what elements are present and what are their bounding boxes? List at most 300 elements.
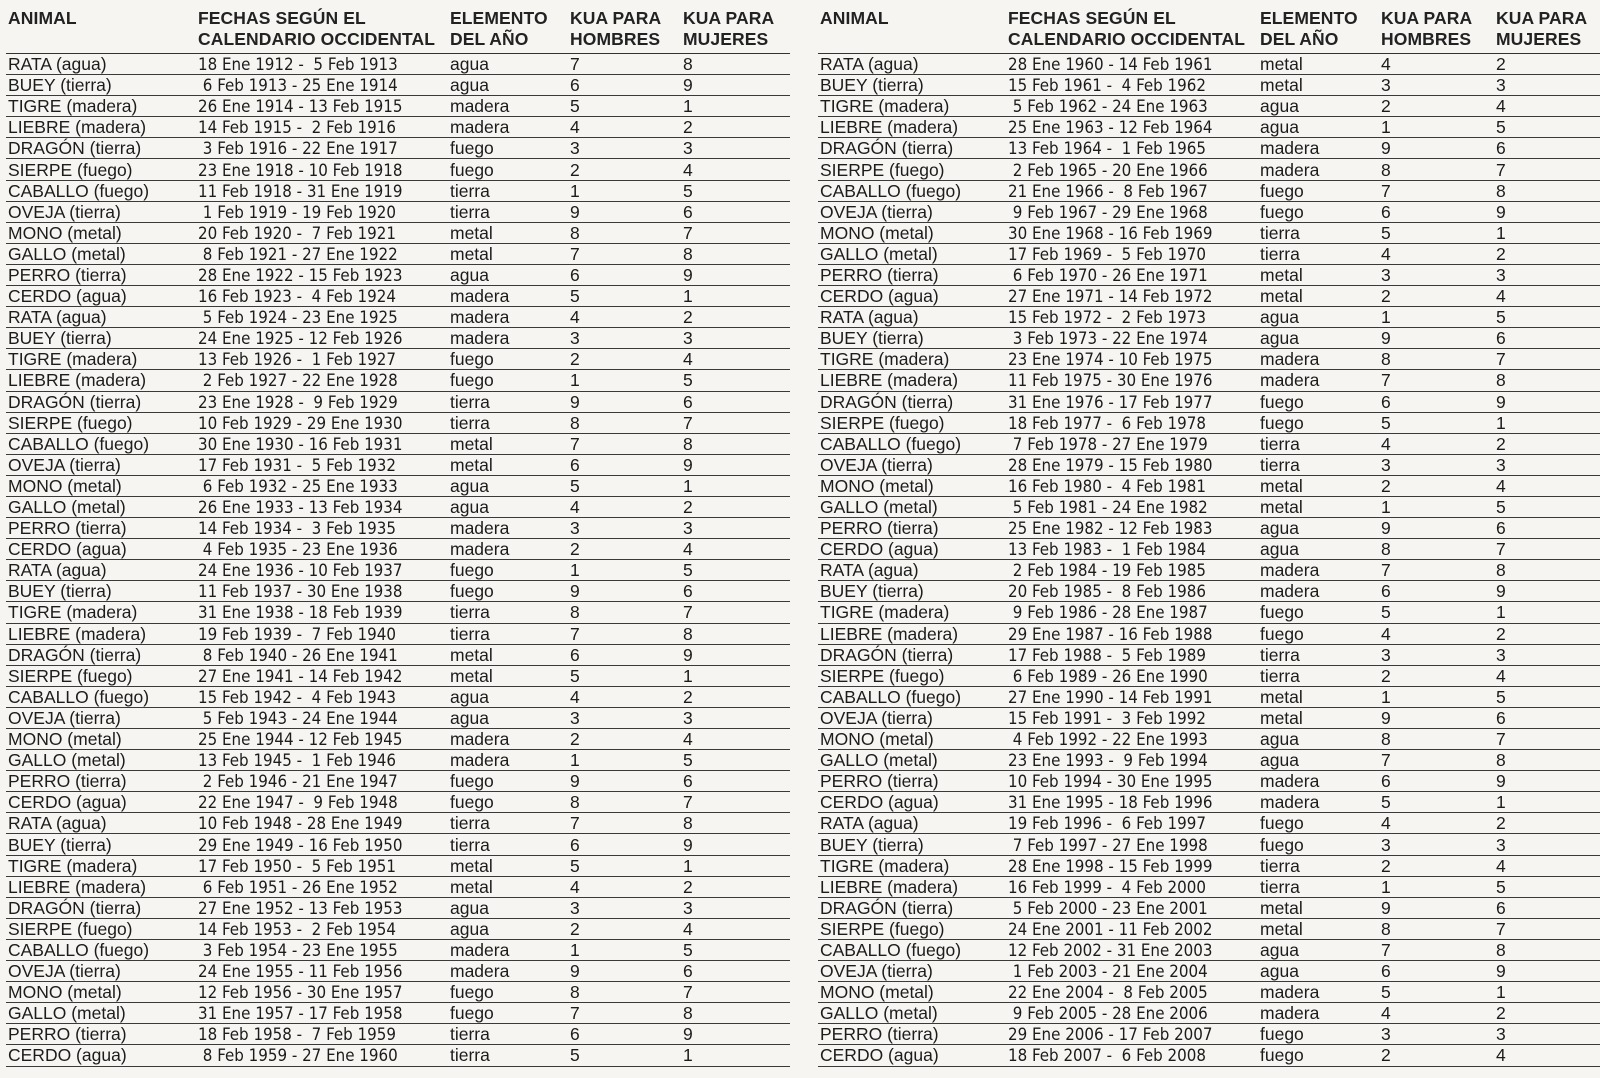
cell-fechas: 18 Ene 1912 - 5 Feb 1913 [196, 54, 448, 75]
cell-elemento: madera [448, 750, 568, 771]
cell-kua-hombres: 3 [568, 328, 681, 349]
cell-elemento: metal [448, 222, 568, 243]
header-elemento-line1: ELEMENTO [450, 8, 548, 28]
cell-fechas: 19 Feb 1996 - 6 Feb 1997 [1006, 813, 1258, 834]
cell-kua-hombres: 1 [568, 370, 681, 391]
cell-elemento: fuego [1258, 1024, 1379, 1045]
cell-elemento: agua [1258, 961, 1379, 982]
cell-elemento: agua [448, 54, 568, 75]
cell-elemento: fuego [1258, 1045, 1379, 1066]
cell-animal: LIEBRE (madera) [818, 117, 1006, 138]
cell-elemento: madera [1258, 792, 1379, 813]
cell-elemento: metal [448, 855, 568, 876]
cell-kua-mujeres: 3 [1494, 75, 1600, 96]
cell-kua-hombres: 5 [1379, 792, 1494, 813]
table-row [818, 792, 1600, 813]
cell-animal: BUEY (tierra) [818, 834, 1006, 855]
table-row [818, 771, 1600, 792]
cell-fechas: 28 Ene 1979 - 15 Feb 1980 [1006, 454, 1258, 475]
table-row [818, 370, 1600, 391]
cell-kua-mujeres: 1 [681, 96, 790, 117]
cell-kua-mujeres: 2 [681, 307, 790, 328]
cell-kua-hombres: 9 [568, 771, 681, 792]
cell-kua-hombres: 8 [568, 412, 681, 433]
cell-fechas: 3 Feb 1916 - 22 Ene 1917 [196, 138, 448, 159]
cell-elemento: tierra [448, 1024, 568, 1045]
cell-animal: OVEJA (tierra) [818, 201, 1006, 222]
cell-kua-hombres: 9 [568, 391, 681, 412]
cell-kua-mujeres: 8 [681, 433, 790, 454]
cell-kua-mujeres: 6 [681, 391, 790, 412]
cell-elemento: metal [448, 454, 568, 475]
cell-kua-mujeres: 5 [681, 560, 790, 581]
cell-fechas: 18 Feb 1977 - 6 Feb 1978 [1006, 412, 1258, 433]
cell-elemento: tierra [1258, 855, 1379, 876]
cell-kua-mujeres: 8 [681, 623, 790, 644]
cell-animal: SIERPE (fuego) [818, 918, 1006, 939]
cell-animal: RATA (agua) [6, 307, 196, 328]
header-animal [6, 8, 196, 54]
cell-fechas: 12 Feb 2002 - 31 Ene 2003 [1006, 939, 1258, 960]
cell-elemento: fuego [1258, 623, 1379, 644]
cell-kua-mujeres: 9 [681, 644, 790, 665]
cell-kua-mujeres: 7 [681, 412, 790, 433]
cell-kua-hombres: 7 [568, 623, 681, 644]
cell-kua-mujeres: 3 [1494, 834, 1600, 855]
cell-animal: DRAGÓN (tierra) [6, 138, 196, 159]
table-row [818, 96, 1600, 117]
cell-elemento: metal [1258, 75, 1379, 96]
cell-animal: TIGRE (madera) [6, 96, 196, 117]
cell-fechas: 24 Ene 1936 - 10 Feb 1937 [196, 560, 448, 581]
header-kua-hombres-line2: HOMBRES [1381, 29, 1472, 49]
cell-elemento: madera [448, 961, 568, 982]
cell-kua-mujeres: 4 [1494, 286, 1600, 307]
cell-elemento: metal [448, 876, 568, 897]
cell-animal: CABALLO (fuego) [818, 686, 1006, 707]
cell-fechas: 8 Feb 1940 - 26 Ene 1941 [196, 644, 448, 665]
cell-kua-hombres: 5 [1379, 602, 1494, 623]
cell-kua-mujeres: 3 [681, 328, 790, 349]
cell-kua-mujeres: 9 [681, 75, 790, 96]
cell-fechas: 6 Feb 1951 - 26 Ene 1952 [196, 876, 448, 897]
table-row [818, 454, 1600, 475]
cell-fechas: 14 Feb 1953 - 2 Feb 1954 [196, 918, 448, 939]
table-row [6, 349, 790, 370]
table-row [818, 433, 1600, 454]
cell-kua-hombres: 3 [1379, 834, 1494, 855]
cell-fechas: 24 Ene 1925 - 12 Feb 1926 [196, 328, 448, 349]
cell-kua-hombres: 5 [568, 475, 681, 496]
cell-elemento: metal [448, 665, 568, 686]
header-kua-hombres-line2: HOMBRES [570, 29, 661, 49]
cell-elemento: agua [448, 707, 568, 728]
table-row [818, 855, 1600, 876]
cell-kua-hombres: 6 [1379, 201, 1494, 222]
cell-animal: LIEBRE (madera) [6, 876, 196, 897]
header-elemento [1258, 8, 1379, 54]
cell-fechas: 26 Ene 1914 - 13 Feb 1915 [196, 96, 448, 117]
table-row [6, 539, 790, 560]
table-row [6, 201, 790, 222]
cell-elemento: metal [1258, 707, 1379, 728]
table-row [818, 1045, 1600, 1066]
cell-elemento: agua [1258, 939, 1379, 960]
cell-fechas: 17 Feb 1969 - 5 Feb 1970 [1006, 243, 1258, 264]
cell-fechas: 16 Feb 1999 - 4 Feb 2000 [1006, 876, 1258, 897]
cell-elemento: tierra [448, 813, 568, 834]
cell-kua-mujeres: 9 [681, 834, 790, 855]
table-row [818, 876, 1600, 897]
cell-kua-mujeres: 8 [1494, 370, 1600, 391]
table-row [6, 771, 790, 792]
header-kua-hombres [568, 8, 681, 54]
table-row [818, 897, 1600, 918]
header-fechas-line1: FECHAS SEGÚN EL [1008, 8, 1176, 28]
cell-elemento: madera [448, 518, 568, 539]
cell-fechas: 20 Feb 1920 - 7 Feb 1921 [196, 222, 448, 243]
cell-kua-mujeres: 5 [1494, 876, 1600, 897]
table-row [818, 201, 1600, 222]
table-row [6, 602, 790, 623]
cell-fechas: 6 Feb 1932 - 25 Ene 1933 [196, 475, 448, 496]
cell-fechas: 18 Feb 1958 - 7 Feb 1959 [196, 1024, 448, 1045]
cell-kua-mujeres: 4 [681, 159, 790, 180]
cell-kua-mujeres: 2 [1494, 243, 1600, 264]
cell-elemento: agua [448, 496, 568, 517]
cell-animal: GALLO (metal) [6, 243, 196, 264]
cell-animal: TIGRE (madera) [6, 855, 196, 876]
cell-animal: TIGRE (madera) [818, 349, 1006, 370]
cell-kua-mujeres: 3 [681, 897, 790, 918]
table-row [6, 138, 790, 159]
cell-elemento: tierra [448, 201, 568, 222]
table-row [6, 686, 790, 707]
header-fechas-line1: FECHAS SEGÚN EL [198, 8, 366, 28]
cell-animal: DRAGÓN (tierra) [818, 138, 1006, 159]
cell-elemento: agua [1258, 518, 1379, 539]
cell-kua-mujeres: 7 [1494, 159, 1600, 180]
cell-kua-hombres: 4 [568, 876, 681, 897]
cell-fechas: 11 Feb 1975 - 30 Ene 1976 [1006, 370, 1258, 391]
cell-elemento: tierra [1258, 665, 1379, 686]
table-row [818, 328, 1600, 349]
cell-elemento: fuego [448, 138, 568, 159]
cell-kua-mujeres: 7 [1494, 539, 1600, 560]
cell-animal: SIERPE (fuego) [6, 412, 196, 433]
cell-animal: LIEBRE (madera) [6, 623, 196, 644]
cell-kua-hombres: 3 [1379, 75, 1494, 96]
cell-animal: TIGRE (madera) [6, 349, 196, 370]
cell-animal: BUEY (tierra) [6, 75, 196, 96]
cell-fechas: 3 Feb 1954 - 23 Ene 1955 [196, 939, 448, 960]
cell-fechas: 16 Feb 1923 - 4 Feb 1924 [196, 286, 448, 307]
cell-kua-mujeres: 7 [1494, 349, 1600, 370]
cell-kua-mujeres: 2 [1494, 813, 1600, 834]
cell-kua-mujeres: 2 [681, 117, 790, 138]
table-row [6, 939, 790, 960]
cell-fechas: 23 Ene 1918 - 10 Feb 1918 [196, 159, 448, 180]
cell-kua-hombres: 7 [568, 54, 681, 75]
table-row [6, 391, 790, 412]
header-kua-mujeres-line1: KUA PARA [683, 8, 775, 28]
cell-fechas: 28 Ene 1960 - 14 Feb 1961 [1006, 54, 1258, 75]
table-row [6, 96, 790, 117]
cell-elemento: fuego [1258, 813, 1379, 834]
cell-animal: LIEBRE (madera) [818, 623, 1006, 644]
cell-kua-mujeres: 2 [1494, 433, 1600, 454]
table-row [818, 918, 1600, 939]
cell-kua-hombres: 7 [1379, 939, 1494, 960]
cell-kua-mujeres: 2 [681, 496, 790, 517]
cell-animal: PERRO (tierra) [818, 264, 1006, 285]
cell-kua-mujeres: 6 [681, 201, 790, 222]
cell-kua-hombres: 3 [568, 897, 681, 918]
cell-elemento: madera [448, 729, 568, 750]
cell-kua-mujeres: 4 [1494, 665, 1600, 686]
header-elemento-line2: DEL AÑO [450, 29, 529, 49]
cell-kua-hombres: 6 [1379, 581, 1494, 602]
cell-fechas: 27 Ene 1952 - 13 Feb 1953 [196, 897, 448, 918]
cell-kua-hombres: 2 [568, 918, 681, 939]
cell-kua-mujeres: 3 [681, 138, 790, 159]
cell-animal: PERRO (tierra) [6, 771, 196, 792]
cell-kua-mujeres: 2 [681, 686, 790, 707]
cell-fechas: 31 Ene 1957 - 17 Feb 1958 [196, 1003, 448, 1024]
cell-animal: GALLO (metal) [6, 750, 196, 771]
table-row [6, 496, 790, 517]
cell-fechas: 26 Ene 1933 - 13 Feb 1934 [196, 496, 448, 517]
cell-animal: CABALLO (fuego) [818, 433, 1006, 454]
cell-animal: CERDO (agua) [818, 539, 1006, 560]
cell-fechas: 12 Feb 1956 - 30 Ene 1957 [196, 982, 448, 1003]
cell-elemento: madera [448, 117, 568, 138]
table-row [6, 1003, 790, 1024]
table-row [818, 54, 1600, 75]
cell-kua-hombres: 1 [1379, 307, 1494, 328]
cell-kua-hombres: 1 [1379, 686, 1494, 707]
cell-animal: CABALLO (fuego) [818, 180, 1006, 201]
cell-fechas: 25 Ene 1982 - 12 Feb 1983 [1006, 518, 1258, 539]
cell-animal: SIERPE (fuego) [818, 412, 1006, 433]
cell-animal: CERDO (agua) [818, 286, 1006, 307]
table-row [818, 982, 1600, 1003]
cell-kua-mujeres: 2 [1494, 54, 1600, 75]
cell-kua-hombres: 2 [568, 159, 681, 180]
cell-elemento: fuego [1258, 602, 1379, 623]
cell-fechas: 18 Feb 2007 - 6 Feb 2008 [1006, 1045, 1258, 1066]
table-row [818, 496, 1600, 517]
cell-kua-hombres: 2 [1379, 286, 1494, 307]
table-row [6, 1024, 790, 1045]
cell-animal: MONO (metal) [6, 729, 196, 750]
cell-fechas: 9 Feb 1986 - 28 Ene 1987 [1006, 602, 1258, 623]
cell-kua-mujeres: 9 [1494, 961, 1600, 982]
cell-elemento: madera [1258, 560, 1379, 581]
cell-kua-hombres: 8 [568, 602, 681, 623]
cell-kua-mujeres: 4 [1494, 1045, 1600, 1066]
table-row [6, 370, 790, 391]
table-row [6, 243, 790, 264]
cell-animal: TIGRE (madera) [818, 96, 1006, 117]
table-row [6, 918, 790, 939]
cell-kua-hombres: 4 [1379, 623, 1494, 644]
cell-kua-hombres: 6 [1379, 391, 1494, 412]
cell-animal: TIGRE (madera) [818, 602, 1006, 623]
cell-fechas: 15 Feb 1991 - 3 Feb 1992 [1006, 707, 1258, 728]
cell-animal: MONO (metal) [818, 982, 1006, 1003]
cell-kua-mujeres: 8 [681, 54, 790, 75]
cell-elemento: madera [1258, 1003, 1379, 1024]
cell-elemento: madera [1258, 982, 1379, 1003]
cell-fechas: 15 Feb 1942 - 4 Feb 1943 [196, 686, 448, 707]
cell-animal: MONO (metal) [818, 729, 1006, 750]
cell-animal: OVEJA (tierra) [6, 201, 196, 222]
left-table-container [6, 8, 790, 1067]
table-row [818, 1003, 1600, 1024]
cell-animal: OVEJA (tierra) [6, 707, 196, 728]
cell-fechas: 13 Feb 1983 - 1 Feb 1984 [1006, 539, 1258, 560]
cell-kua-hombres: 3 [568, 518, 681, 539]
cell-kua-mujeres: 7 [681, 792, 790, 813]
cell-kua-hombres: 7 [1379, 750, 1494, 771]
cell-kua-mujeres: 8 [1494, 560, 1600, 581]
cell-fechas: 24 Ene 1955 - 11 Feb 1956 [196, 961, 448, 982]
header-elemento-line1: ELEMENTO [1260, 8, 1358, 28]
cell-kua-mujeres: 1 [1494, 412, 1600, 433]
header-fechas-line2: CALENDARIO OCCIDENTAL [198, 29, 436, 49]
cell-elemento: metal [1258, 496, 1379, 517]
cell-animal: RATA (agua) [6, 560, 196, 581]
table-row [818, 644, 1600, 665]
cell-fechas: 31 Ene 1976 - 17 Feb 1977 [1006, 391, 1258, 412]
cell-kua-hombres: 6 [568, 834, 681, 855]
cell-kua-mujeres: 6 [1494, 897, 1600, 918]
cell-kua-mujeres: 9 [681, 1024, 790, 1045]
cell-kua-hombres: 2 [1379, 665, 1494, 686]
cell-animal: CERDO (agua) [6, 286, 196, 307]
cell-animal: GALLO (metal) [818, 750, 1006, 771]
cell-animal: SIERPE (fuego) [6, 665, 196, 686]
cell-elemento: tierra [448, 391, 568, 412]
cell-fechas: 23 Ene 1993 - 9 Feb 1994 [1006, 750, 1258, 771]
cell-elemento: fuego [448, 560, 568, 581]
table-row [6, 665, 790, 686]
cell-animal: LIEBRE (madera) [818, 876, 1006, 897]
table-row [818, 939, 1600, 960]
cell-kua-hombres: 8 [1379, 539, 1494, 560]
cell-kua-mujeres: 4 [681, 918, 790, 939]
cell-kua-hombres: 7 [568, 433, 681, 454]
header-fechas [1006, 8, 1258, 54]
cell-kua-mujeres: 1 [1494, 602, 1600, 623]
cell-fechas: 31 Ene 1938 - 18 Feb 1939 [196, 602, 448, 623]
cell-kua-hombres: 5 [568, 1045, 681, 1066]
cell-fechas: 2 Feb 1946 - 21 Ene 1947 [196, 771, 448, 792]
table-row [818, 180, 1600, 201]
cell-kua-mujeres: 3 [681, 707, 790, 728]
cell-fechas: 2 Feb 1984 - 19 Feb 1985 [1006, 560, 1258, 581]
cell-kua-hombres: 7 [1379, 370, 1494, 391]
cell-kua-hombres: 8 [1379, 729, 1494, 750]
cell-kua-mujeres: 5 [1494, 496, 1600, 517]
cell-elemento: tierra [1258, 876, 1379, 897]
cell-fechas: 27 Ene 1941 - 14 Feb 1942 [196, 665, 448, 686]
cell-kua-mujeres: 8 [1494, 750, 1600, 771]
header-fechas-line2: CALENDARIO OCCIDENTAL [1008, 29, 1246, 49]
cell-kua-hombres: 5 [1379, 222, 1494, 243]
table-row [818, 665, 1600, 686]
cell-kua-hombres: 6 [568, 644, 681, 665]
cell-elemento: fuego [448, 771, 568, 792]
cell-elemento: madera [1258, 138, 1379, 159]
cell-kua-mujeres: 9 [681, 264, 790, 285]
cell-fechas: 1 Feb 1919 - 19 Feb 1920 [196, 201, 448, 222]
cell-kua-mujeres: 1 [681, 1045, 790, 1066]
cell-elemento: metal [1258, 897, 1379, 918]
cell-kua-hombres: 1 [568, 750, 681, 771]
table-row [6, 286, 790, 307]
cell-elemento: metal [1258, 475, 1379, 496]
table-row [6, 897, 790, 918]
cell-fechas: 20 Feb 1985 - 8 Feb 1986 [1006, 581, 1258, 602]
cell-kua-hombres: 1 [568, 180, 681, 201]
cell-animal: CABALLO (fuego) [6, 939, 196, 960]
cell-fechas: 13 Feb 1964 - 1 Feb 1965 [1006, 138, 1258, 159]
zodiac-table-right [818, 8, 1600, 1067]
table-row [818, 834, 1600, 855]
cell-kua-hombres: 3 [1379, 1024, 1494, 1045]
cell-kua-mujeres: 6 [1494, 518, 1600, 539]
cell-fechas: 4 Feb 1992 - 22 Ene 1993 [1006, 729, 1258, 750]
zodiac-table-left [6, 8, 790, 1067]
cell-elemento: madera [448, 286, 568, 307]
cell-animal: GALLO (metal) [818, 243, 1006, 264]
cell-kua-mujeres: 3 [1494, 264, 1600, 285]
cell-fechas: 10 Feb 1929 - 29 Ene 1930 [196, 412, 448, 433]
cell-kua-hombres: 6 [568, 454, 681, 475]
cell-elemento: metal [448, 243, 568, 264]
cell-elemento: madera [448, 939, 568, 960]
table-row [818, 560, 1600, 581]
cell-kua-hombres: 4 [568, 686, 681, 707]
cell-kua-mujeres: 2 [681, 876, 790, 897]
cell-fechas: 28 Ene 1998 - 15 Feb 1999 [1006, 855, 1258, 876]
cell-elemento: fuego [1258, 201, 1379, 222]
cell-fechas: 17 Feb 1988 - 5 Feb 1989 [1006, 644, 1258, 665]
cell-fechas: 5 Feb 1924 - 23 Ene 1925 [196, 307, 448, 328]
table-row [818, 117, 1600, 138]
cell-fechas: 25 Ene 1944 - 12 Feb 1945 [196, 729, 448, 750]
cell-elemento: fuego [448, 982, 568, 1003]
cell-kua-hombres: 7 [568, 813, 681, 834]
cell-animal: SIERPE (fuego) [6, 918, 196, 939]
header-elemento [448, 8, 568, 54]
cell-kua-mujeres: 4 [1494, 96, 1600, 117]
header-animal-label: ANIMAL [820, 8, 889, 28]
table-row [6, 876, 790, 897]
cell-fechas: 5 Feb 1962 - 24 Ene 1963 [1006, 96, 1258, 117]
cell-kua-hombres: 5 [1379, 982, 1494, 1003]
cell-animal: TIGRE (madera) [818, 855, 1006, 876]
table-row [6, 180, 790, 201]
cell-fechas: 17 Feb 1931 - 5 Feb 1932 [196, 454, 448, 475]
cell-animal: GALLO (metal) [6, 1003, 196, 1024]
table-row [6, 222, 790, 243]
cell-fechas: 29 Ene 2006 - 17 Feb 2007 [1006, 1024, 1258, 1045]
table-row [6, 159, 790, 180]
cell-kua-mujeres: 1 [681, 855, 790, 876]
